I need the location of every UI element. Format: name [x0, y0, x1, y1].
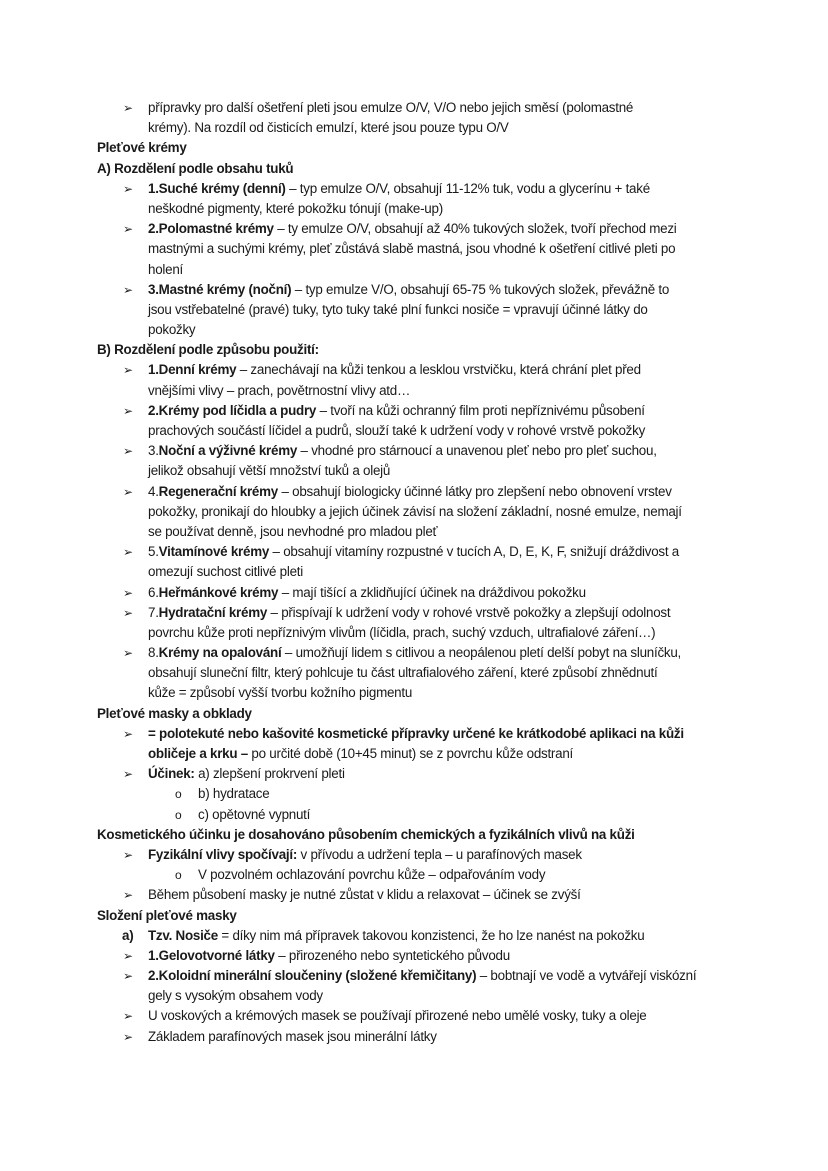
arrow-bullet-icon: ➢: [123, 646, 133, 661]
arrow-bullet-icon: ➢: [123, 847, 133, 862]
list-item: ➢ 3.Noční a výživné krémy – vhodné pro stárnoucí a unavenou pleť nebo pro pleť suchou,: [0, 441, 828, 461]
document-page: [0, 98, 828, 1047]
section-heading: Pleťové masky a obklady: [97, 705, 252, 721]
list-item-continuation: omezují suchost citlivé pleti: [148, 564, 303, 580]
letter-marker: a): [122, 927, 134, 943]
list-item-continuation: se používat denně, jsou nevhodné pro mladou pleť: [148, 523, 438, 539]
circle-bullet-icon: o: [175, 807, 182, 822]
list-item-continuation: krémy). Na rozdíl od čisticích emulzí, které jsou pouze typu O/V: [148, 120, 509, 136]
list-item: ➢ 3.Mastné krémy (noční) – typ emulze V/O, obsahují 65-75 % tukových složek, převážně to: [0, 280, 828, 300]
circle-bullet-icon: o: [175, 787, 182, 802]
list-item-continuation: vnějšími vlivy – prach, povětrnostní vlivy atd…: [148, 382, 411, 398]
list-item: ➢ Během působení masky je nutné zůstat v klidu a relaxovat – účinek se zvýší: [0, 885, 828, 905]
list-item-continuation: povrchu kůže proti nepříznivým vlivům (líčidla, prach, suchý vzduch, ultrafialové záření…): [148, 624, 656, 640]
list-item: ➢ 2.Koloidní minerální sloučeniny (složené křemičitany) – bobtnají ve vodě a vytvářejí viskózní: [0, 966, 828, 986]
arrow-bullet-icon: ➢: [123, 605, 133, 620]
sub-list-item: o V pozvolném ochlazování povrchu kůže – odpařováním vody: [0, 865, 828, 885]
arrow-bullet-icon: ➢: [123, 1009, 133, 1024]
list-item: ➢ 1.Suché krémy (denní) – typ emulze O/V, obsahují 11-12% tuk, vodu a glycerínu + také: [0, 179, 828, 199]
list-item: ➢ přípravky pro další ošetření pleti jsou emulze O/V, V/O nebo jejich směsí (polomastné: [0, 98, 828, 118]
arrow-bullet-icon: ➢: [123, 222, 133, 237]
list-item: ➢ Účinek: a) zlepšení prokrvení pleti: [0, 764, 828, 784]
section-heading: Kosmetického účinku je dosahováno působením chemických a fyzikálních vlivů na kůži: [97, 826, 635, 842]
arrow-bullet-icon: ➢: [123, 767, 133, 782]
list-item-continuation: pokožky: [148, 322, 196, 338]
list-item-continuation: jelikož obsahují větší množství tuků a olejů: [148, 463, 391, 479]
arrow-bullet-icon: ➢: [123, 403, 133, 418]
list-item: ➢ 2.Polomastné krémy – ty emulze O/V, obsahují až 40% tukových složek, tvoří přechod mezi: [0, 219, 828, 239]
list-item-continuation: mastnými a suchými krémy, pleť zůstává slabě mastná, jsou vhodné k ošetření citlivé pleti po: [148, 241, 676, 257]
list-item-continuation: holení: [148, 261, 183, 277]
circle-bullet-icon: o: [175, 868, 182, 883]
list-item-continuation: prachových součástí líčidel a pudrů, slouží také k udržení vody v rohové vrstvě pokožky: [148, 423, 646, 438]
subsection-heading: A) Rozdělení podle obsahu tuků: [97, 160, 294, 176]
list-item-continuation: obsahují sluneční filtr, který pohlcuje tu část ultrafialového záření, které způsobí zhnědnutí: [148, 665, 658, 681]
list-item-continuation: pokožky, pronikají do hloubky a jejich účinek závisí na složení základní, nosné emulze, nemají: [148, 503, 682, 519]
list-item-continuation: neškodné pigmenty, které pokožku tónují (make-up): [148, 200, 443, 216]
arrow-bullet-icon: ➢: [123, 282, 133, 297]
list-item: ➢ = polotekuté nebo kašovité kosmetické přípravky určené ke krátkodobé aplikaci na kůži: [0, 724, 828, 744]
section-heading: Pleťové krémy: [97, 140, 187, 156]
sub-list-item: o b) hydratace: [0, 784, 828, 804]
list-item: ➢ Fyzikální vlivy spočívají: v přívodu a udržení tepla – u parafínových masek: [0, 845, 828, 865]
list-item: ➢ 6.Heřmánkové krémy – mají tišící a zklidňující účinek na dráždivou pokožku: [0, 583, 828, 603]
list-item: ➢ 4.Regenerační krémy – obsahují biologicky účinné látky pro zlepšení nebo obnovení vrstev: [0, 482, 828, 502]
list-item-continuation: kůže = způsobí vyšší tvorbu kožního pigmentu: [148, 685, 413, 701]
arrow-bullet-icon: ➢: [123, 726, 133, 741]
arrow-bullet-icon: ➢: [123, 948, 133, 963]
arrow-bullet-icon: ➢: [123, 545, 133, 560]
list-item-continuation: gely s vysokým obsahem vody: [148, 988, 323, 1004]
list-item: ➢ 7.Hydratační krémy – přispívají k udržení vody v rohové vrstvě pokožky a zlepšují odolnost: [0, 603, 828, 623]
subsection-heading: B) Rozdělení podle způsobu použití:: [97, 342, 319, 358]
list-item: ➢ 5.Vitamínové krémy – obsahují vitamíny rozpustné v tucích A, D, E, K, F, snižují dráždivost a: [0, 542, 828, 562]
list-item: ➢ Základem parafínových masek jsou minerální látky: [0, 1027, 828, 1047]
arrow-bullet-icon: ➢: [123, 181, 133, 196]
list-item: ➢ 1.Gelovotvorné látky – přirozeného nebo syntetického původu: [0, 946, 828, 966]
list-item: ➢ 8.Krémy na opalování – umožňují lidem s citlivou a neopálenou pletí delší pobyt na sluníčku,: [0, 643, 828, 663]
arrow-bullet-icon: ➢: [123, 363, 133, 378]
list-item: ➢ 2.Krémy pod líčidla a pudry – tvoří na kůži ochranný film proti nepříznivému působení: [0, 401, 828, 421]
arrow-bullet-icon: ➢: [123, 444, 133, 459]
list-item: ➢ U voskových a krémových masek se používají přirozené nebo umělé vosky, tuky a oleje: [0, 1006, 828, 1026]
arrow-bullet-icon: ➢: [123, 585, 133, 600]
arrow-bullet-icon: ➢: [123, 1029, 133, 1044]
list-item-continuation: obličeje a krku – po určité době (10+45 minut) se z povrchu kůže odstraní: [148, 746, 574, 761]
sub-list-item: o c) opětovné vypnutí: [0, 805, 828, 825]
arrow-bullet-icon: ➢: [123, 888, 133, 903]
list-item-continuation: jsou vstřebatelné (pravé) tuky, tyto tuky také plní funkci nosiče = vpravují účinné látky do: [148, 301, 648, 317]
section-heading: Složení pleťové masky: [97, 907, 237, 923]
arrow-bullet-icon: ➢: [123, 969, 133, 984]
list-item: a) Tzv. Nosiče = díky nim má přípravek takovou konzistenci, že ho lze nanést na pokožku: [0, 926, 828, 946]
arrow-bullet-icon: ➢: [123, 101, 133, 115]
list-item: ➢ 1.Denní krémy – zanechávají na kůži tenkou a lesklou vrstvičku, která chrání plet před: [0, 360, 828, 380]
arrow-bullet-icon: ➢: [123, 484, 133, 499]
